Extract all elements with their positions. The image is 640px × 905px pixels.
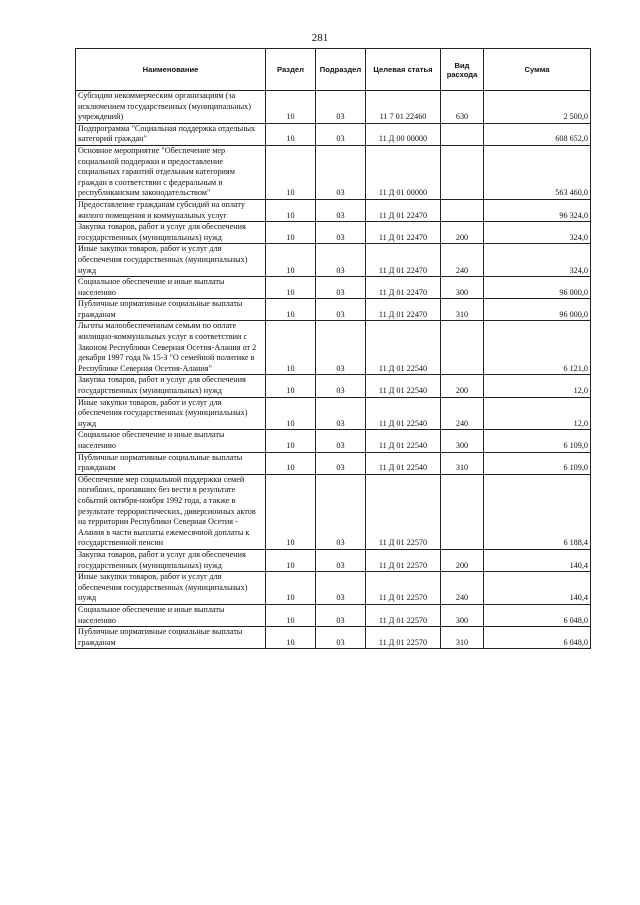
cell-target: 11 Д 01 22470 [366,244,441,277]
cell-section: 10 [266,123,316,145]
cell-section: 10 [266,572,316,605]
cell-target: 11 Д 01 22470 [366,199,441,221]
cell-target: 11 Д 01 22570 [366,604,441,626]
cell-expense-type: 300 [441,430,484,452]
table-row [76,244,591,277]
cell-subsection: 03 [316,604,366,626]
cell-expense-type: 310 [441,452,484,474]
cell-subsection: 03 [316,572,366,605]
cell-name: Публичные нормативные социальные выплаты гражданам [76,627,266,649]
header-target: Целевая статья [366,49,441,91]
cell-section: 10 [266,244,316,277]
cell-target: 11 Д 00 00000 [366,123,441,145]
table-header-row [76,49,591,91]
cell-name: Иные закупки товаров, работ и услуг для обеспечения государственных (муниципальных) нужд [76,572,266,605]
cell-amount: 96 000,0 [484,299,591,321]
cell-subsection: 03 [316,222,366,244]
header-subsection: Подраздел [316,49,366,91]
cell-amount: 324,0 [484,244,591,277]
cell-expense-type [441,145,484,199]
cell-amount: 6 048,0 [484,604,591,626]
cell-target: 11 Д 01 22470 [366,222,441,244]
cell-name: Иные закупки товаров, работ и услуг для обеспечения государственных (муниципальных) нужд [76,244,266,277]
table-row [76,123,591,145]
cell-expense-type: 310 [441,299,484,321]
cell-subsection: 03 [316,549,366,571]
cell-amount: 12,0 [484,375,591,397]
cell-subsection: 03 [316,397,366,430]
cell-amount: 6 048,0 [484,627,591,649]
cell-expense-type: 240 [441,397,484,430]
cell-expense-type [441,321,484,375]
cell-name: Основное мероприятие "Обеспечение мер социальной поддержки и предоставление социальных гарантий отдельным категориям граждан в соответствии с федеральным и республиканским законодательством" [76,145,266,199]
cell-target: 11 Д 01 22540 [366,321,441,375]
cell-section: 10 [266,299,316,321]
table-row [76,474,591,549]
table-row [76,91,591,124]
cell-name: Публичные нормативные социальные выплаты гражданам [76,299,266,321]
cell-section: 10 [266,627,316,649]
cell-expense-type: 300 [441,604,484,626]
cell-target: 11 Д 01 22540 [366,452,441,474]
cell-expense-type: 630 [441,91,484,124]
cell-target: 11 7 01 22460 [366,91,441,124]
cell-section: 10 [266,375,316,397]
cell-subsection: 03 [316,430,366,452]
table-row [76,604,591,626]
table-row [76,321,591,375]
cell-target: 11 Д 01 22570 [366,549,441,571]
cell-target: 11 Д 01 22540 [366,375,441,397]
cell-target: 11 Д 01 22570 [366,474,441,549]
header-expense-type: Вид расхода [441,49,484,91]
cell-amount: 6 109,0 [484,430,591,452]
cell-name: Иные закупки товаров, работ и услуг для обеспечения государственных (муниципальных) нужд [76,397,266,430]
cell-target: 11 Д 01 22470 [366,277,441,299]
table-row [76,549,591,571]
cell-amount: 2 500,0 [484,91,591,124]
cell-amount: 6 121,0 [484,321,591,375]
cell-subsection: 03 [316,375,366,397]
cell-amount: 96 324,0 [484,199,591,221]
cell-subsection: 03 [316,452,366,474]
cell-section: 10 [266,199,316,221]
cell-expense-type: 240 [441,572,484,605]
cell-subsection: 03 [316,277,366,299]
table-row [76,299,591,321]
cell-name: Закупка товаров, работ и услуг для обеспечения государственных (муниципальных) нужд [76,375,266,397]
table-row [76,277,591,299]
budget-table [75,48,591,649]
table-row [76,397,591,430]
header-amount: Сумма [484,49,591,91]
cell-name: Публичные нормативные социальные выплаты гражданам [76,452,266,474]
cell-section: 10 [266,604,316,626]
cell-subsection: 03 [316,91,366,124]
cell-target: 11 Д 01 22570 [366,572,441,605]
cell-expense-type: 240 [441,244,484,277]
cell-subsection: 03 [316,627,366,649]
cell-name: Предоставление гражданам субсидий на оплату жилого помещения и коммунальных услуг [76,199,266,221]
table-row [76,145,591,199]
cell-name: Закупка товаров, работ и услуг для обеспечения государственных (муниципальных) нужд [76,222,266,244]
cell-section: 10 [266,474,316,549]
cell-name: Субсидии некоммерческим организациям (за исключением государственных (муниципальных) учреждений) [76,91,266,124]
cell-section: 10 [266,397,316,430]
cell-name: Закупка товаров, работ и услуг для обеспечения государственных (муниципальных) нужд [76,549,266,571]
cell-name: Социальное обеспечение и иные выплаты населению [76,604,266,626]
cell-amount: 608 652,0 [484,123,591,145]
cell-target: 11 Д 01 22540 [366,430,441,452]
cell-name: Льготы малообеспеченным семьям по оплате жилищно-коммунальных услуг в соответствии с Законом Республики Северная Осетия-Алания от 2 декабря 1997 года № 15-З "О семейной политике в Республике Северная Осетия-Алания" [76,321,266,375]
cell-target: 11 Д 01 22570 [366,627,441,649]
cell-subsection: 03 [316,199,366,221]
table-row [76,572,591,605]
cell-name: Подпрограмма "Социальная поддержка отдельных категорий граждан" [76,123,266,145]
table-row [76,627,591,649]
cell-section: 10 [266,222,316,244]
cell-expense-type: 200 [441,549,484,571]
cell-section: 10 [266,321,316,375]
cell-amount: 6 188,4 [484,474,591,549]
cell-amount: 12,0 [484,397,591,430]
cell-amount: 140,4 [484,572,591,605]
cell-section: 10 [266,91,316,124]
cell-expense-type: 200 [441,222,484,244]
cell-expense-type [441,199,484,221]
table-row [76,452,591,474]
cell-target: 11 Д 01 22540 [366,397,441,430]
table-row [76,375,591,397]
cell-amount: 140,4 [484,549,591,571]
cell-section: 10 [266,430,316,452]
cell-subsection: 03 [316,244,366,277]
table-row [76,199,591,221]
table-row [76,222,591,244]
cell-expense-type: 310 [441,627,484,649]
cell-amount: 96 000,0 [484,277,591,299]
cell-amount: 563 460,0 [484,145,591,199]
header-name: Наименование [76,49,266,91]
cell-subsection: 03 [316,474,366,549]
cell-section: 10 [266,145,316,199]
cell-section: 10 [266,277,316,299]
cell-expense-type: 300 [441,277,484,299]
cell-subsection: 03 [316,145,366,199]
cell-expense-type [441,123,484,145]
cell-subsection: 03 [316,299,366,321]
cell-target: 11 Д 01 22470 [366,299,441,321]
cell-target: 11 Д 01 00000 [366,145,441,199]
cell-amount: 6 109,0 [484,452,591,474]
header-section: Раздел [266,49,316,91]
page-number: 281 [311,32,329,44]
cell-expense-type: 200 [441,375,484,397]
cell-subsection: 03 [316,321,366,375]
cell-section: 10 [266,452,316,474]
cell-name: Социальное обеспечение и иные выплаты населению [76,430,266,452]
table-row [76,430,591,452]
cell-subsection: 03 [316,123,366,145]
cell-amount: 324,0 [484,222,591,244]
cell-name: Обеспечение мер социальной поддержки семей погибших, пропавших без вести в результате событий октября-ноября 1992 года, а также в результате террористических, диверсионных актов на территории Республики Северная Осетия - Алания в части выплаты ежемесячной доплаты к государственной пенсии [76,474,266,549]
cell-expense-type [441,474,484,549]
cell-name: Социальное обеспечение и иные выплаты населению [76,277,266,299]
cell-section: 10 [266,549,316,571]
